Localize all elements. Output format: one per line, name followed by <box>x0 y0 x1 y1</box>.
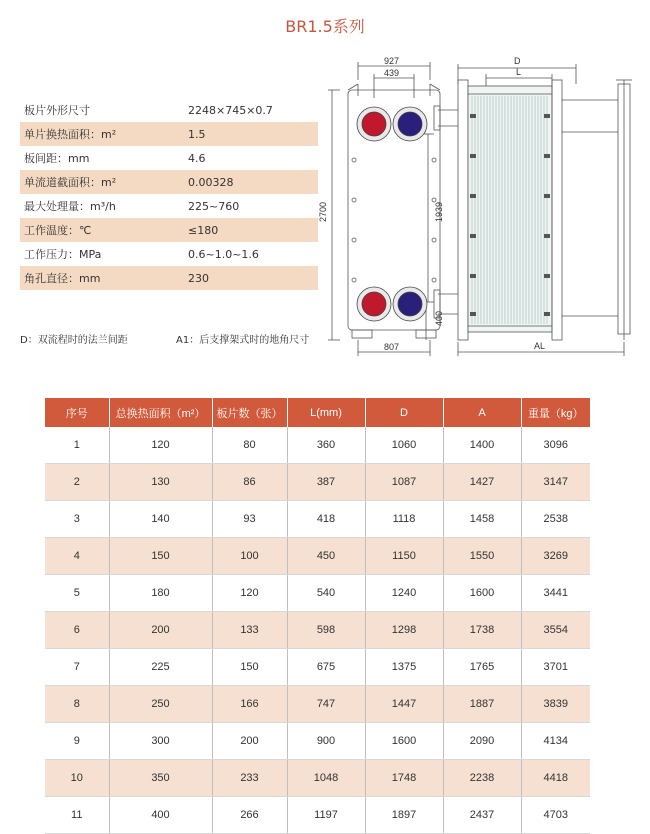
table-row <box>45 501 590 538</box>
table-cell: 150 <box>109 538 212 575</box>
table-cell: 1298 <box>365 612 443 649</box>
table-header-cell: 重量（kg） <box>521 398 590 427</box>
table-cell: 1748 <box>365 760 443 797</box>
note-d: D：双流程时的法兰间距 <box>20 335 128 346</box>
table-cell: 133 <box>212 612 287 649</box>
spec-row <box>20 242 318 266</box>
dim-2700: 2700 <box>318 201 328 222</box>
table-cell: 4418 <box>521 760 590 797</box>
table-cell: 150 <box>212 649 287 686</box>
table-cell: 3 <box>45 501 109 538</box>
table-row <box>45 797 590 834</box>
table-header-cell: 序号 <box>45 398 109 427</box>
table-cell: 1458 <box>443 501 521 538</box>
table-cell: 1240 <box>365 575 443 612</box>
table-cell: 3701 <box>521 649 590 686</box>
spec-row <box>20 218 318 242</box>
table-cell: 11 <box>45 797 109 834</box>
table-cell: 1048 <box>287 760 365 797</box>
table-cell: 675 <box>287 649 365 686</box>
table-header-cell: A <box>443 398 521 427</box>
table-row <box>45 464 590 501</box>
page-title: BR1.5系列 <box>285 17 365 36</box>
spec-value: 4.6 <box>188 151 206 165</box>
table-cell: 233 <box>212 760 287 797</box>
table-row <box>45 649 590 686</box>
dim-927: 927 <box>384 56 400 66</box>
table-cell: 86 <box>212 464 287 501</box>
spec-row <box>20 146 318 170</box>
dim-807: 807 <box>384 342 400 352</box>
spec-table <box>45 398 590 834</box>
table-cell: 1887 <box>443 686 521 723</box>
dim-al: AL <box>534 341 546 351</box>
spec-label: 板间距：mm <box>24 152 90 165</box>
table-cell: 1738 <box>443 612 521 649</box>
table-cell: 3441 <box>521 575 590 612</box>
table-cell: 1600 <box>365 723 443 760</box>
table-cell: 1600 <box>443 575 521 612</box>
table-cell: 6 <box>45 612 109 649</box>
table-cell: 2437 <box>443 797 521 834</box>
spec-value: 0.00328 <box>188 175 234 189</box>
table-cell: 3554 <box>521 612 590 649</box>
cold-port-bottom <box>398 292 422 316</box>
table-cell: 7 <box>45 649 109 686</box>
spec-label: 最大处理量：m³/h <box>24 200 116 213</box>
table-cell: 1197 <box>287 797 365 834</box>
table-header-cell: D <box>365 398 443 427</box>
table-cell: 598 <box>287 612 365 649</box>
dim-l: L <box>516 67 522 77</box>
spec-label: 单流道截面积：m² <box>24 176 117 189</box>
spec-label: 工作压力：MPa <box>24 248 102 261</box>
table-row <box>45 723 590 760</box>
table-cell: 5 <box>45 575 109 612</box>
table-cell: 4703 <box>521 797 590 834</box>
table-cell: 250 <box>109 686 212 723</box>
table-cell: 1 <box>45 427 109 464</box>
table-cell: 2238 <box>443 760 521 797</box>
table-cell: 1447 <box>365 686 443 723</box>
spec-value: 2248×745×0.7 <box>188 103 273 117</box>
heat-exchanger-drawing <box>318 50 638 362</box>
table-cell: 100 <box>212 538 287 575</box>
table-cell: 360 <box>287 427 365 464</box>
table-header-cell: 总换热面积（m²） <box>109 398 212 427</box>
table-cell: 540 <box>287 575 365 612</box>
table-row <box>45 612 590 649</box>
table-cell: 1060 <box>365 427 443 464</box>
table-cell: 350 <box>109 760 212 797</box>
table-cell: 180 <box>109 575 212 612</box>
dim-400: 400 <box>434 310 444 326</box>
spec-label: 角孔直径：mm <box>24 272 101 285</box>
spec-label: 板片外形尺寸 <box>24 104 90 117</box>
table-cell: 10 <box>45 760 109 797</box>
table-row <box>45 760 590 797</box>
spec-value: 230 <box>188 271 209 285</box>
table-cell: 8 <box>45 686 109 723</box>
table-cell: 2 <box>45 464 109 501</box>
table-cell: 418 <box>287 501 365 538</box>
table-cell: 1765 <box>443 649 521 686</box>
table-cell: 1550 <box>443 538 521 575</box>
spec-value: 1.5 <box>188 127 206 141</box>
table-cell: 166 <box>212 686 287 723</box>
table-cell: 200 <box>212 723 287 760</box>
table-cell: 900 <box>287 723 365 760</box>
table-cell: 400 <box>109 797 212 834</box>
table-cell: 1150 <box>365 538 443 575</box>
table-cell: 1897 <box>365 797 443 834</box>
table-cell: 140 <box>109 501 212 538</box>
table-cell: 2090 <box>443 723 521 760</box>
table-cell: 3096 <box>521 427 590 464</box>
spec-row <box>20 122 318 146</box>
table-header-cell: 板片数（张） <box>212 398 287 427</box>
table-header-cell: L(mm) <box>287 398 365 427</box>
table-cell: 4 <box>45 538 109 575</box>
cold-port-top <box>398 112 422 136</box>
table-cell: 1427 <box>443 464 521 501</box>
table-cell: 225 <box>109 649 212 686</box>
spec-label: 工作温度：℃ <box>24 224 92 237</box>
table-cell: 1400 <box>443 427 521 464</box>
spec-row <box>20 170 318 194</box>
table-cell: 387 <box>287 464 365 501</box>
spec-value: ≤180 <box>188 223 219 237</box>
table-row <box>45 538 590 575</box>
dim-439: 439 <box>384 68 400 78</box>
table-cell: 2538 <box>521 501 590 538</box>
table-cell: 266 <box>212 797 287 834</box>
table-cell: 80 <box>212 427 287 464</box>
hot-port-bottom <box>362 292 386 316</box>
spec-row <box>20 98 318 122</box>
table-cell: 1087 <box>365 464 443 501</box>
table-cell: 3269 <box>521 538 590 575</box>
table-cell: 200 <box>109 612 212 649</box>
table-row <box>45 686 590 723</box>
spec-row <box>20 194 318 218</box>
note-a1: A1：后支撑架式时的地角尺寸 <box>176 335 310 346</box>
table-cell: 130 <box>109 464 212 501</box>
table-cell: 300 <box>109 723 212 760</box>
spec-row <box>20 266 318 290</box>
dim-d: D <box>514 56 521 66</box>
table-header-row <box>45 398 590 427</box>
table-cell: 450 <box>287 538 365 575</box>
table-cell: 3839 <box>521 686 590 723</box>
table-cell: 93 <box>212 501 287 538</box>
hot-port-top <box>362 112 386 136</box>
spec-value: 225~760 <box>188 199 240 213</box>
spec-list <box>20 98 318 290</box>
table-cell: 9 <box>45 723 109 760</box>
table-cell: 3147 <box>521 464 590 501</box>
table-row <box>45 427 590 464</box>
table-cell: 4134 <box>521 723 590 760</box>
spec-label: 单片换热面积：m² <box>24 128 117 141</box>
table-cell: 1118 <box>365 501 443 538</box>
table-cell: 120 <box>109 427 212 464</box>
spec-value: 0.6~1.0~1.6 <box>188 247 259 261</box>
table-row <box>45 575 590 612</box>
dim-1939: 1939 <box>434 201 444 222</box>
table-cell: 1375 <box>365 649 443 686</box>
table-cell: 120 <box>212 575 287 612</box>
table-cell: 747 <box>287 686 365 723</box>
